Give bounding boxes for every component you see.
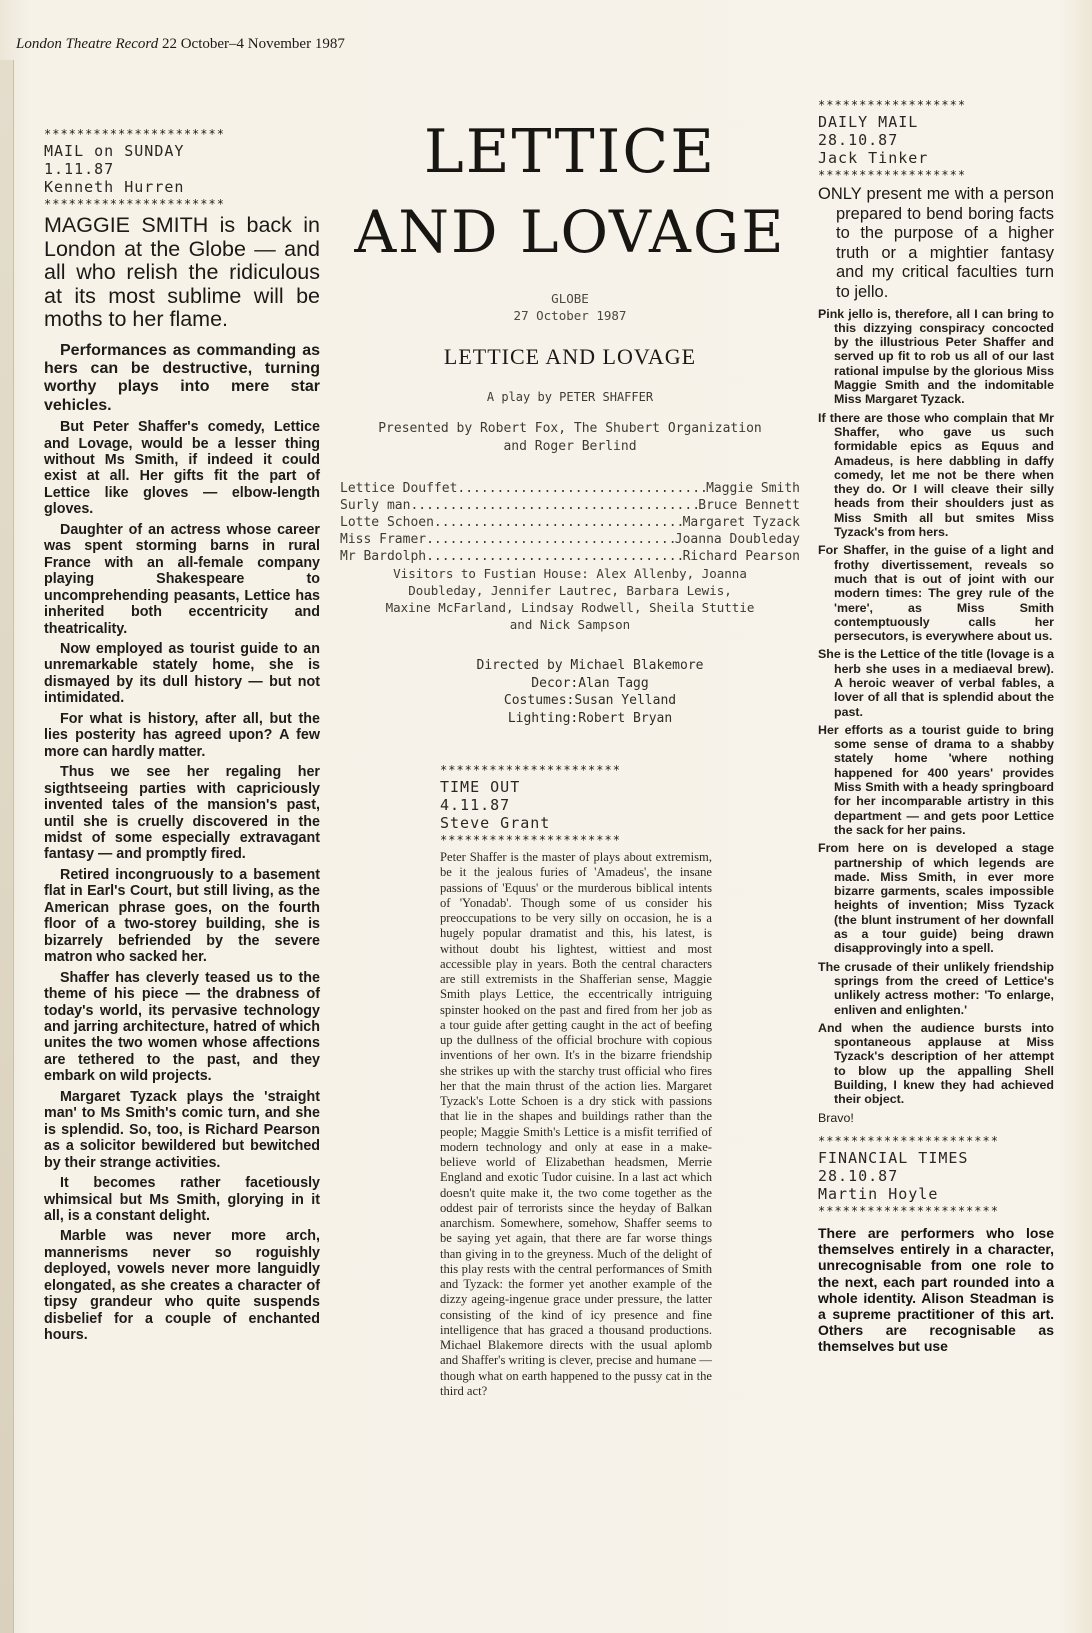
director-credit: Directed by Michael Blakemore [476, 658, 704, 673]
review-paragraph: For Shaffer, in the guise of a light and frothy divertissement, reveals so much that is out of joint with our modern times: The grey rule of the 'mere', as Miss Smith contemptuously calls her persecutors, is everywhere about us. [818, 543, 1054, 644]
producers-credit [340, 420, 800, 456]
cast-list [340, 480, 800, 633]
review-critic: Jack Tinker [818, 149, 929, 167]
review-paragraph: She is the Lettice of the title (lovage is a herb she uses in a mediaeval brew). A heroic weaver of verbal fables, a lover of all that is splendid about the past. [818, 647, 1054, 719]
review-mail-on-sunday [44, 126, 320, 1344]
producers-line: and Roger Berlind [503, 439, 637, 454]
review-paragraph: The crusade of their unlikely friendship springs from the creed of Lettice's unlikely actress mother: 'To enlarge, enliven and enlighten.' [818, 959, 1054, 1017]
review-paragraph: If there are those who complain that Mr Shaffer, who gave us such formidable epics as Equus and Amadeus, is here dabbling in daffy comedy, let me not be there when they do. Or I will cleave their silly heads from their shoulders just as Miss Smith all but smites Miss Tyzack's from hers. [818, 410, 1054, 540]
stars-divider: ********************** [440, 833, 621, 847]
cast-row [340, 548, 800, 565]
visitors-line: Maxine McFarland, Lindsay Rodwell, Sheila Stuttie [385, 600, 755, 615]
review-date: 28.10.87 [818, 1166, 899, 1185]
review-paragraph: Retired incongruously to a basement flat in Earl's Court, but still living, as the American phrase goes, on the fourth floor of a two-storey building, she is bizarrely befriended by the severe matron who sacked her. [44, 866, 320, 966]
review-date: 4.11.87 [440, 796, 511, 814]
playwright-credit: A play by PETER SHAFFER [486, 390, 654, 404]
review-paragraph: Now employed as tourist guide to an unremarkable stately home, she is dismayed by its dull history — but not intimidated. [44, 641, 320, 707]
review-source: FINANCIAL TIMES [818, 1148, 969, 1167]
visitors-line: and Nick Sampson [509, 617, 631, 632]
review-paragraph: And when the audience bursts into spontaneous applause at Miss Tyzack's description of her attempt to blow up the appalling Shell Building, I knew they had achieved their object. [818, 1020, 1054, 1107]
stars-divider: ****************** [818, 98, 967, 112]
review-paragraph: From here on is developed a stage partnership of which legends are made. Miss Smith, in ever more bizarre garments, scales impossible heights of invention; Miss Tyzack (the blunt instrument of her downfall as a tour guide) being drawn disapprovingly into a spell. [818, 841, 1054, 956]
stars-divider: ********************** [818, 1133, 999, 1148]
review-lead: MAGGIE SMITH is back in London at the Globe — and all who relish the ridiculous at its most sublime will be moths to her flame. [44, 213, 320, 331]
cast-row [340, 514, 800, 531]
review-paragraph: But Peter Shaffer's comedy, Lettice and Lovage, would be a lesser thing without Ms Smith, if indeed it could exist at all. Her gifts fit the part of Lettice like gloves — elbow-length gloves. [44, 419, 320, 518]
review-source: MAIL on SUNDAY [44, 142, 185, 160]
producers-line: Presented by Robert Fox, The Shubert Organization [378, 421, 762, 436]
visitors-line: Visitors to Fustian House: Alex Allenby, Joanna [393, 566, 747, 581]
review-paragraph: Margaret Tyzack plays the 'straight man' to Ms Smith's comic turn, and she is splendid. So, too, is Richard Pearson as a solicitor bewildered but bewitched by their strange activities. [44, 1088, 320, 1171]
cast-actor: Bruce Bennett [698, 498, 800, 513]
cast-role: Mr Bardolph [340, 549, 427, 564]
review-paragraph: Marble was never more arch, mannerisms never so roguishly deployed, vowels never more languidly elongated, as she creates a character of tipsy grandeur who quite suspends disbelief for a couple of enchanted hours. [44, 1228, 320, 1344]
lighting-credit: Lighting:Robert Bryan [507, 710, 673, 726]
opening-date: 27 October 1987 [513, 308, 627, 323]
review-date: 1.11.87 [44, 160, 115, 178]
review-source: TIME OUT [440, 778, 521, 796]
play-title-line2: AND LOVAGE [354, 198, 786, 266]
visitors-credit [340, 565, 800, 633]
stars-divider: ********************** [44, 197, 225, 211]
review-body: Peter Shaffer is the master of plays about extremism, be it the jealous furies of 'Amadeus', the insane passions of 'Equus' or the murderous biblical intents of 'Yonadab'. Though some of us consider his preoccupations to be very silly on occasion, he is a hugely popular dramatist and this, his latest, is without doubt his lightest, wittiest and most accessible play in years. Both the central characters are still extremists in the Shafferian sense, Maggie Smith plays Lettice, the eccentrically intriguing spinster hooked on the past and fired from her job as a tour guide after getting caught in the act of beefing up the dullness of the official brochure with copious inventions of her own. It's in the bizarre friendship she strikes up with the starchy trust official who fires her that the main thrust of the action lies. Margaret Tyzack's Lotte Schoen is a dry stick with passions that lie in the shapes and buildings rather than the people; Maggie Smith's Lettice is a misfit terrified of modern technology and only at ease in a make-believe world of Elizabethan headsmen, Merrie England and exotic Tudor cuisine. In a last act which doesn't quite make it, the two come together as the oddest pair of terrorists since the heyday of Balkan anarchism. Somewhere, somehow, Shaffer seems to be saying yet again, that there are far worse things than giving in to the greyness. Much of the delight of this play rests with the central performances of Smith and Tyzack: the former yet another example of the dizzy ageing-ingenue grace under pressure, the latter consisting of the kind of icy presence and fine intelligence that has graced a thousand productions. Michael Blakemore directs with the usual aplomb and Shaffer's writing is clever, precise and humane — though what on earth happened to the pussy cat in the third act? [440, 850, 712, 1398]
cast-role: Lotte Schoen [340, 515, 434, 530]
costumes-credit: Costumes:Susan Yelland [503, 693, 677, 708]
production-credits [340, 112, 800, 1398]
cast-role: Surly man [340, 498, 411, 513]
review-body: There are performers who lose themselves entirely in a character, unrecognisable from one role to the next, each part rounded into a whole identity. Alison Steadman is a supreme practitioner of this art. Others are recognisable as themselves but use [818, 1224, 1054, 1355]
review-paragraph: Thus we see her regaling her sigthtseeing parties with capriciously invented tales of the mansion's past, until she is cruelly discovered in the midst of some especially extravagant fantasy — and promptly fired. [44, 764, 320, 863]
review-paragraph: Her efforts as a tourist guide to bring some sense of drama to a shabby stately home 'where nothing happened for 400 years' provides Miss Smith with a heady springboard for her incomparable artistry in this department — and gets poor Lettice the sack for her pains. [818, 722, 1054, 837]
stars-divider: ********************** [818, 1203, 999, 1218]
review-critic: Kenneth Hurren [44, 178, 185, 196]
decor-credit: Decor:Alan Tagg [531, 675, 649, 691]
venue: GLOBE [551, 291, 589, 306]
review-time-out [440, 762, 712, 1399]
cast-row [340, 531, 800, 548]
cast-actor: Margaret Tyzack [682, 515, 800, 530]
cast-row [340, 480, 800, 497]
publication-dates: 22 October–4 November 1987 [161, 36, 345, 52]
review-paragraph: Pink jello is, therefore, all I can bring to this dizzying conspiracy concocted by the illustrious Peter Shaffer and served up fit to rob us all of our last rational impulse by the glorious Miss Maggie Smith and the indomitable Miss Margaret Tyzack. [818, 306, 1054, 407]
cast-actor: Richard Pearson [682, 549, 800, 564]
play-subtitle: LETTICE AND LOVAGE [443, 344, 697, 369]
stars-divider: ********************** [44, 127, 225, 141]
creative-team [340, 657, 800, 727]
review-critic: Martin Hoyle [818, 1184, 939, 1203]
review-critic: Steve Grant [440, 814, 551, 832]
page-header [16, 36, 345, 53]
review-paragraph: Shaffer has cleverly teased us to the theme of his piece — the drabness of today's world, its pervasive technology and jarring architecture, hatred of which unites the two women whose affections are tethered to the past, and they embark on wild projects. [44, 969, 320, 1085]
play-title-line1: LETTICE [423, 117, 717, 187]
review-paragraph: Performances as commanding as hers can be destructive, turning worthy plays into mere star vehicles. [44, 341, 320, 414]
cast-role: Lettice Douffet [340, 481, 458, 496]
binding-edge [0, 60, 14, 1633]
review-source: DAILY MAIL [818, 113, 919, 131]
stars-divider: ****************** [818, 168, 967, 182]
cast-role: Miss Framer [340, 532, 427, 547]
cast-actor: Joanna Doubleday [674, 532, 800, 547]
review-lead: ONLY present me with a person prepared to bend boring facts to the purpose of a higher truth or a mightier fantasy and my critical faculties turn to jello. [818, 185, 1054, 301]
review-signoff: Bravo! [818, 1110, 854, 1125]
publication-name: London Theatre Record [16, 36, 159, 52]
stars-divider: ********************** [440, 763, 621, 777]
cast-row [340, 497, 800, 514]
review-paragraph: Daughter of an actress whose career was spent storming barns in rural France with an all-female company playing Shakespeare to uncomprehending peasants, Lettice has inherited both eccentricity and theatricality. [44, 521, 320, 637]
visitors-line: Doubleday, Jennifer Lautrec, Barbara Lewis, [408, 583, 732, 598]
review-date: 28.10.87 [818, 131, 899, 149]
review-paragraph: It becomes rather facetiously whimsical but Ms Smith, glorying in it all, is a constant delight. [44, 1175, 320, 1224]
review-financial-times [818, 1133, 1054, 1355]
cast-actor: Maggie Smith [706, 481, 800, 496]
review-paragraph: For what is history, after all, but the lies posterity has agreed upon? A few more can hardly matter. [44, 710, 320, 760]
review-daily-mail [818, 97, 1054, 1355]
